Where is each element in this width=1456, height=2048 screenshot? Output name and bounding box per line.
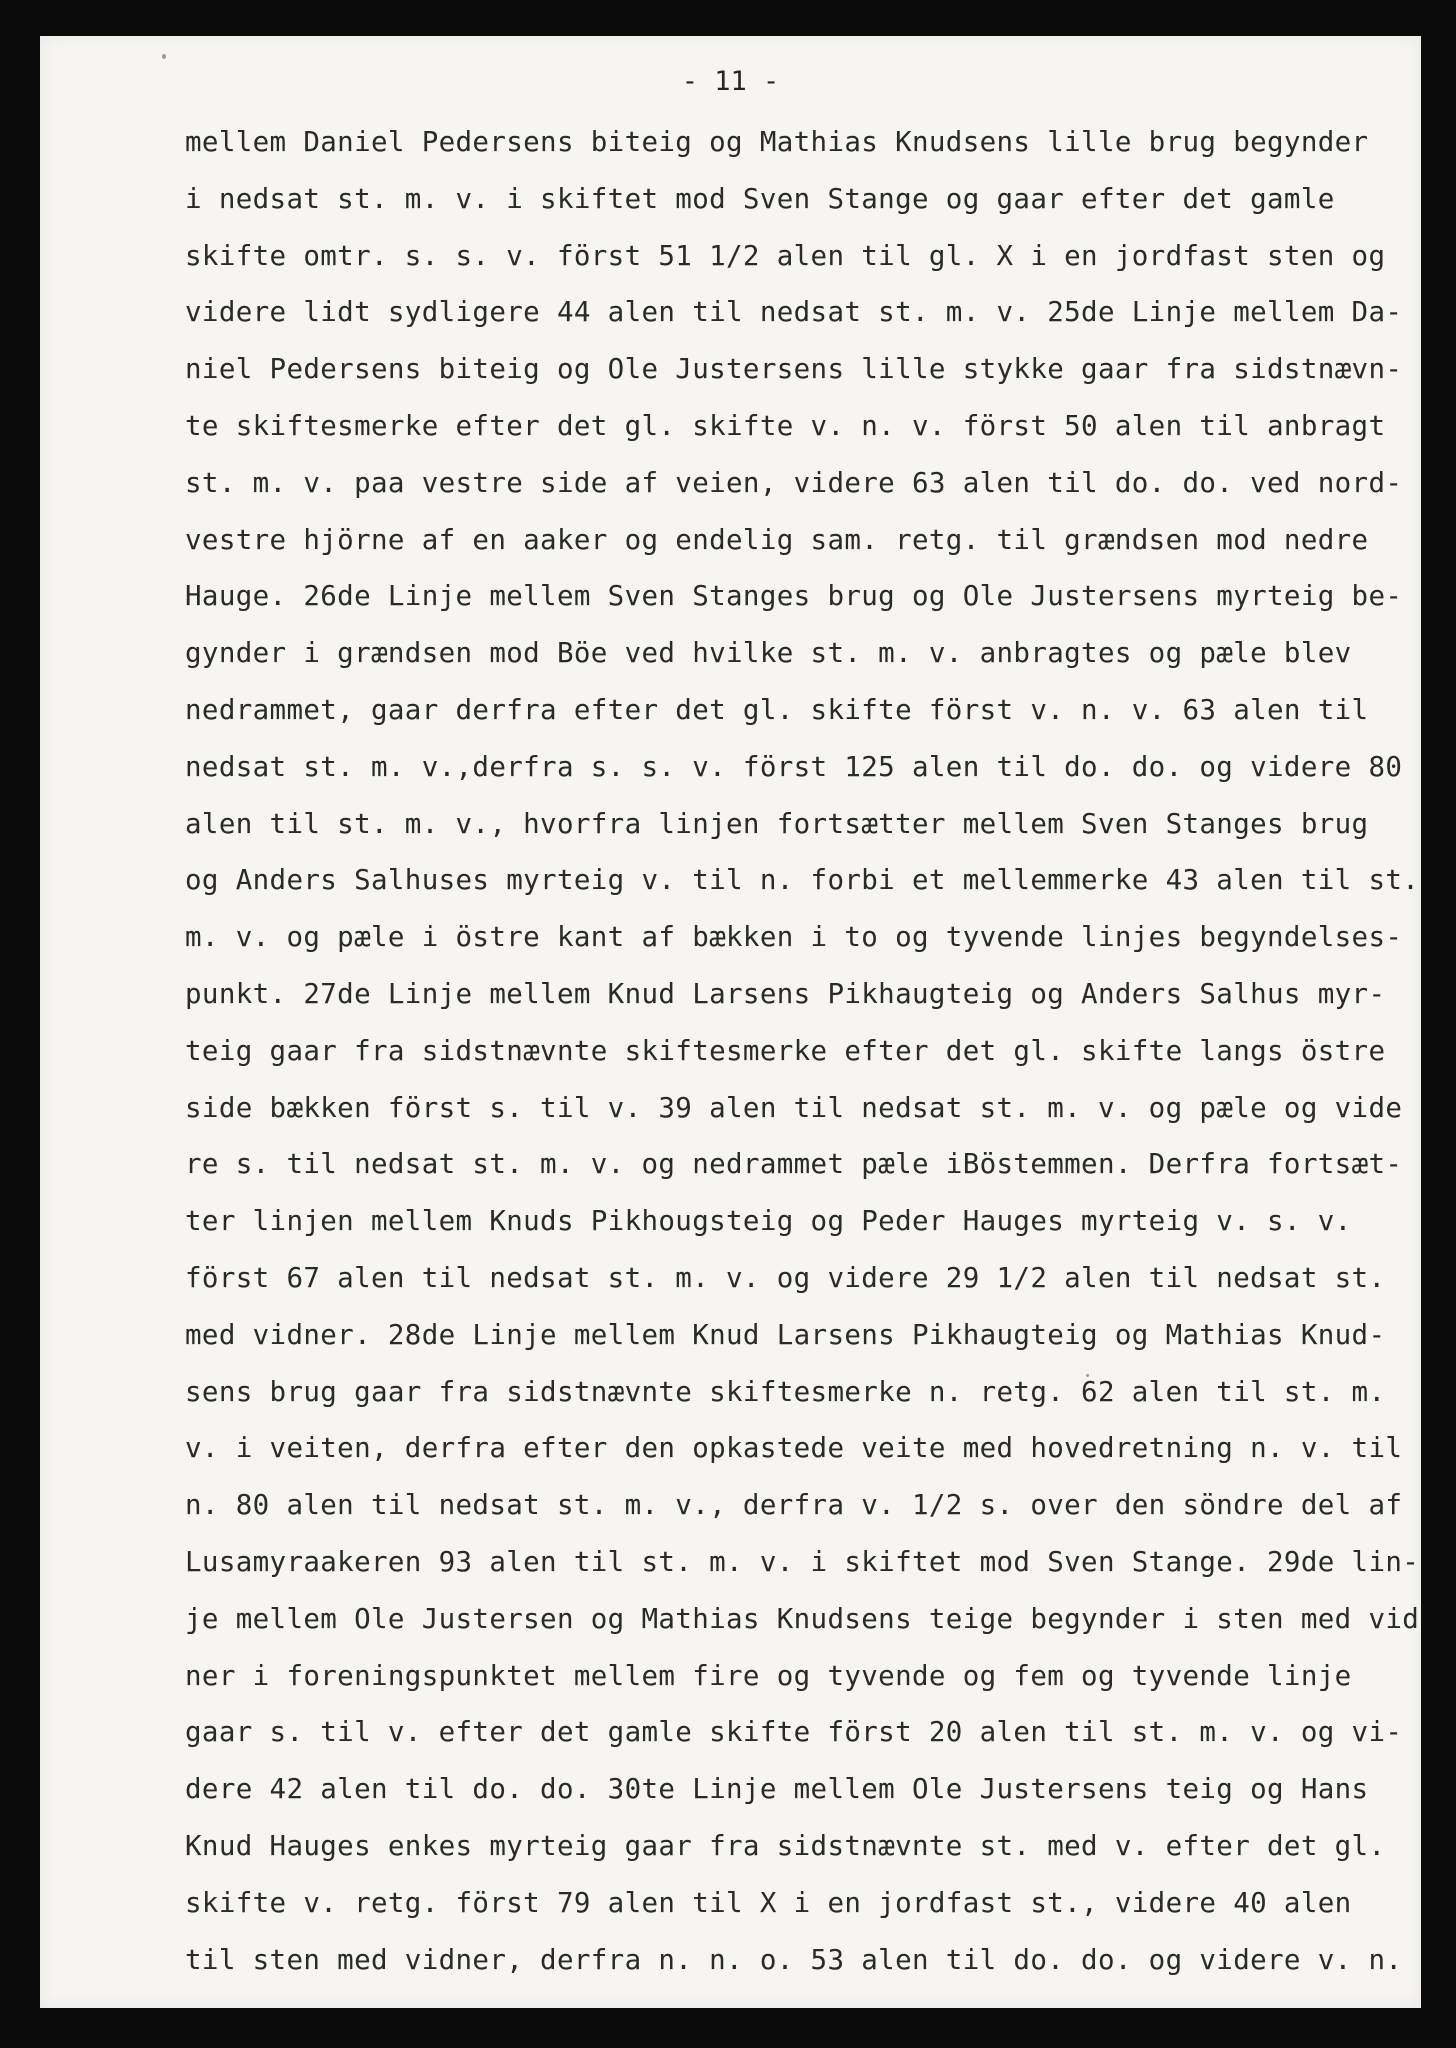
text-line: niel Pedersens biteig og Ole Justersens lille stykke gaar fra sidstnævn- <box>185 353 1403 386</box>
text-line: Lusamyraakeren 93 alen til st. m. v. i skiftet mod Sven Stange. 29de lin- <box>185 1545 1420 1578</box>
ink-speck <box>162 54 166 59</box>
text-line: re s. til nedsat st. m. v. og nedrammet pæle iBöstemmen. Derfra fortsæt- <box>185 1148 1403 1181</box>
text-line: sens brug gaar fra sidstnævnte skiftesmerke n. retg. 62 alen til st. m. <box>185 1375 1386 1408</box>
text-line: nedsat st. m. v.,derfra s. s. v. först 125 alen til do. do. og videre 80 <box>185 750 1403 783</box>
text-line: m. v. og pæle i östre kant af bækken i to og tyvende linjes begyndelses- <box>185 921 1403 954</box>
text-line: skifte v. retg. först 79 alen til X i en jordfast st., videre 40 alen <box>185 1886 1352 1919</box>
document-page <box>40 36 1421 2008</box>
text-line: je mellem Ole Justersen og Mathias Knudsens teige begynder i sten med vid <box>185 1602 1420 1635</box>
text-line: Knud Hauges enkes myrteig gaar fra sidstnævnte st. med v. efter det gl. <box>185 1829 1386 1862</box>
text-line: Hauge. 26de Linje mellem Sven Stanges brug og Ole Justersens myrteig be- <box>185 580 1403 613</box>
text-line: skifte omtr. s. s. v. först 51 1/2 alen til gl. X i en jordfast sten og <box>185 239 1386 272</box>
text-line: nedrammet, gaar derfra efter det gl. skifte först v. n. v. 63 alen til <box>185 693 1369 726</box>
text-line: alen til st. m. v., hvorfra linjen fortsætter mellem Sven Stanges brug <box>185 807 1369 840</box>
text-line: ner i foreningspunktet mellem fire og tyvende og fem og tyvende linje <box>185 1659 1352 1692</box>
text-line: side bækken först s. til v. 39 alen til nedsat st. m. v. og pæle og vide <box>185 1091 1403 1124</box>
text-line: gaar s. til v. efter det gamle skifte först 20 alen til st. m. v. og vi- <box>185 1716 1403 1749</box>
text-line: teig gaar fra sidstnævnte skiftesmerke efter det gl. skifte langs östre <box>185 1034 1386 1067</box>
text-line: gynder i grændsen mod Böe ved hvilke st. m. v. anbragtes og pæle blev <box>185 637 1352 670</box>
text-line: til sten med vidner, derfra n. n. o. 53 alen til do. do. og videre v. n. <box>185 1943 1403 1976</box>
typed-text-body <box>185 114 1425 1988</box>
text-line: n. 80 alen til nedsat st. m. v., derfra v. 1/2 s. over den söndre del af <box>185 1489 1403 1522</box>
text-line: ter linjen mellem Knuds Pikhougsteig og Peder Hauges myrteig v. s. v. <box>185 1205 1352 1238</box>
page-number: - 11 - <box>681 66 780 97</box>
text-line: videre lidt sydligere 44 alen til nedsat st. m. v. 25de Linje mellem Da- <box>185 296 1403 329</box>
text-line: v. i veiten, derfra efter den opkastede veite med hovedretning n. v. til <box>185 1432 1403 1465</box>
text-line: dere 42 alen til do. do. 30te Linje mellem Ole Justersens teig og Hans <box>185 1773 1369 1806</box>
text-line: st. m. v. paa vestre side af veien, videre 63 alen til do. do. ved nord- <box>185 466 1403 499</box>
text-line: te skiftesmerke efter det gl. skifte v. n. v. först 50 alen til anbragt <box>185 409 1386 442</box>
text-line: i nedsat st. m. v. i skiftet mod Sven Stange og gaar efter det gamle <box>185 182 1335 215</box>
text-line: med vidner. 28de Linje mellem Knud Larsens Pikhaugteig og Mathias Knud- <box>185 1318 1386 1351</box>
text-line: punkt. 27de Linje mellem Knud Larsens Pikhaugteig og Anders Salhus myr- <box>185 977 1386 1010</box>
text-line: vestre hjörne af en aaker og endelig sam. retg. til grændsen mod nedre <box>185 523 1369 556</box>
text-line: mellem Daniel Pedersens biteig og Mathias Knudsens lille brug begynder <box>185 126 1369 158</box>
text-line: og Anders Salhuses myrteig v. til n. forbi et mellemmerke 43 alen til st. <box>185 864 1420 897</box>
text-line: först 67 alen til nedsat st. m. v. og videre 29 1/2 alen til nedsat st. <box>185 1261 1386 1294</box>
